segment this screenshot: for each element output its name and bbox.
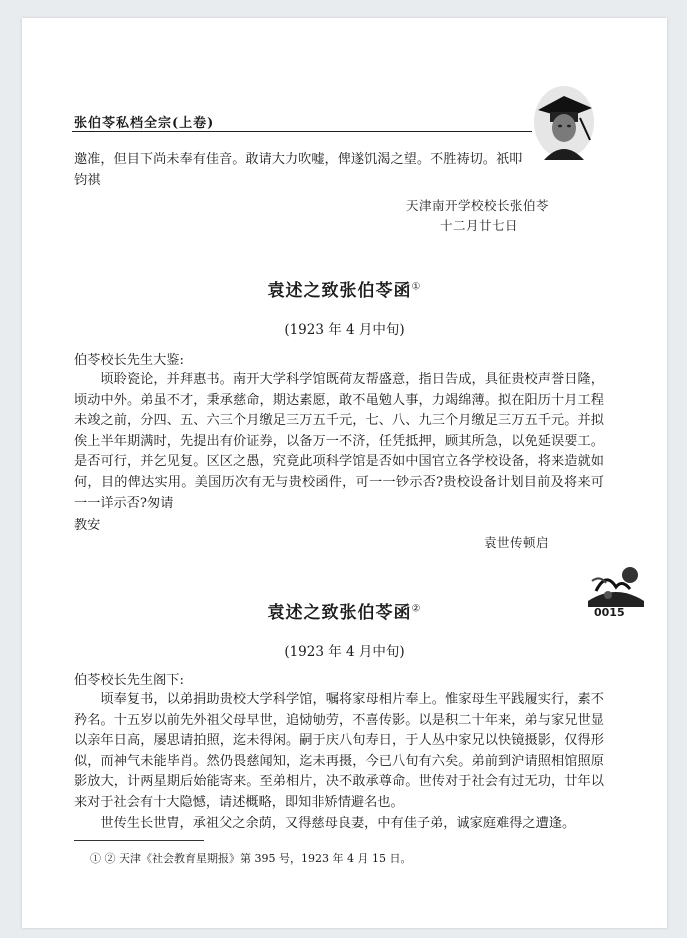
footnote-mark: ② bbox=[411, 603, 422, 615]
closing: 教安 bbox=[74, 518, 101, 533]
letter-paragraph: 顷奉复书，以弟捐助贵校大学科学馆，嘱将家母相片奉上。惟家母生平践履实行，素不矜名。十五岁以前先外祖父母早世，追恸劬劳，不喜传影。以是积二十年来，弟与家兄世显以亲年日高，屡思请拍照，迄未得闲。嗣于庆八旬寿日，于人丛中家兄以快镜摄影，仅得形似，而神气未能毕肖。然仍畏慈闻知，迄未再摄，今已八旬有六矣。弟前到沪请照相馆照原影放大，计两星期后始能寄来。至弟相片，决不敢承尊命。世传对于社会有过无功，廿年以来对于社会有十大隐憾，请述概略，即知非矫情避名也。 bbox=[74, 692, 604, 810]
letter-title bbox=[22, 276, 667, 301]
salutation: 伯苓校长先生大鉴: bbox=[74, 353, 184, 368]
letter-title-text: 袁述之致张伯苓函 bbox=[267, 281, 412, 301]
running-header: 张伯苓私档全宗(上卷) bbox=[74, 116, 215, 131]
letter-paragraph: 世传生长世胄，承祖父之余荫，又得慈母良妻，中有佳子弟，诚家庭难得之遭逢。 bbox=[100, 816, 576, 831]
continuation-line: 邀准，但目下尚未奉有佳音。敢请大力吹嘘，俾遂饥渴之望。不胜祷切。祇叩 bbox=[74, 152, 523, 167]
letter-date: (1923 年 4 月中旬) bbox=[284, 644, 405, 660]
footnote-rule bbox=[74, 840, 204, 841]
page-number: 0015 bbox=[594, 606, 625, 619]
signature-date: 十二月廿七日 bbox=[440, 218, 519, 233]
salutation: 伯苓校长先生阁下: bbox=[74, 673, 184, 688]
letter-date: (1923 年 4 月中旬) bbox=[284, 322, 405, 338]
portrait-photo-icon bbox=[532, 82, 596, 160]
footnote: ① ② 天津《社会教育星期报》第 395 号，1923 年 4 月 15 日。 bbox=[90, 852, 412, 865]
signature: 袁世传顿启 bbox=[484, 535, 550, 550]
signature: 天津南开学校校长张伯苓 bbox=[406, 198, 550, 213]
continuation-text bbox=[74, 150, 604, 191]
letter-paragraph: 顷聆瓷论，并拜惠书。南开大学科学馆既荷友帮盛意，指日告成，具征贵校声誉日隆，顷动中外。弟虽不才，秉承慈命，期达素愿，敢不黾勉人事，力竭绵薄。拟在阳历十月工程未竣之前，分四、五、六三个月缴足三万五千元，七、八、九三个月缴足三万五千元。并拟俟上半年期满时，先提出有价证券，以备万一不济，任凭抵押，顾其所急，以免延误要工。是否可行，并乞见复。区区之愚，究竟此项科学馆是否如中国官立各学校设备，将来造就如何，目的俾达实用。美国历次有无与贵校函件，可一一钞示否?贵校设备计划目前及将来可一一详示否?匆请 bbox=[74, 372, 604, 511]
continuation-line: 钧祺 bbox=[74, 172, 101, 188]
letter-title-text: 袁述之致张伯苓函 bbox=[267, 603, 412, 623]
letter-title bbox=[22, 598, 667, 623]
header-rule bbox=[72, 131, 542, 132]
footnote-mark: ① bbox=[411, 281, 422, 293]
document-page bbox=[22, 18, 667, 928]
